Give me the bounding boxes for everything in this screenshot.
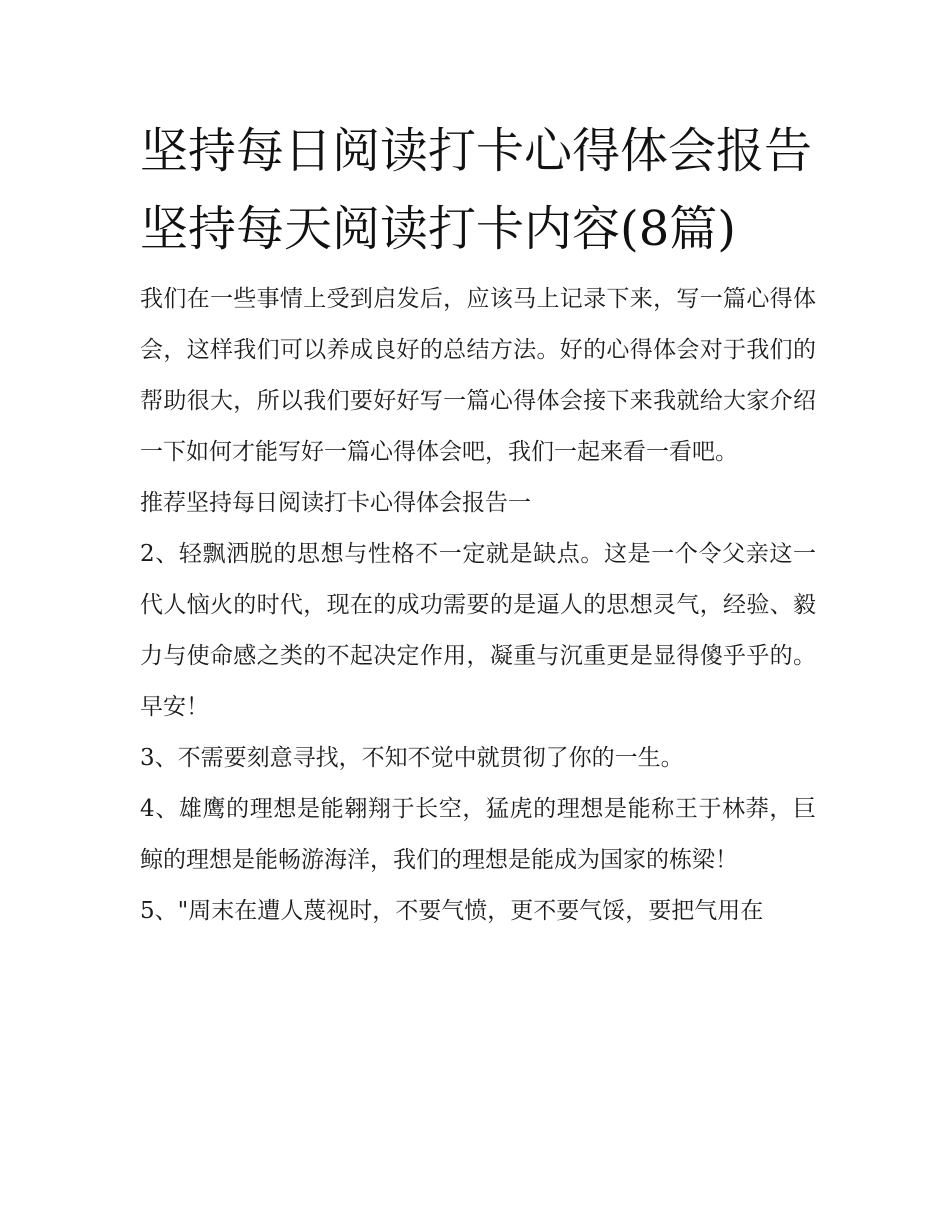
paragraph-section-heading: 推荐坚持每日阅读打卡心得体会报告一 bbox=[140, 490, 531, 516]
paragraph-item-3: 3、不需要刻意寻找，不知不觉中就贯彻了你的一生。 bbox=[140, 745, 684, 771]
document-page bbox=[140, 112, 816, 937]
paragraph-item-5: 5、"周末在遭人蔑视时，不要气愤，更不要气馁，要把气用在 bbox=[140, 898, 764, 924]
document-title: 坚持每日阅读打卡心得体会报告 坚持每天阅读打卡内容(8篇) bbox=[140, 123, 813, 257]
paragraph-item-4: 4、雄鹰的理想是能翱翔于长空，猛虎的理想是能称王于林莽，巨鲸的理想是能畅游海洋，我们的理想是能成为国家的栋梁！ bbox=[140, 796, 816, 873]
paragraph-intro: 我们在一些事情上受到启发后，应该马上记录下来，写一篇心得体会，这样我们可以养成良好的总结方法。好的心得体会对于我们的帮助很大，所以我们要好好写一篇心得体会接下来我就给大家介绍一下如何才能写好一篇心得体会吧，我们一起来看一看吧。 bbox=[140, 286, 816, 465]
paragraph-item-2: 2、轻飘洒脱的思想与性格不一定就是缺点。这是一个令父亲这一代人恼火的时代，现在的成功需要的是逼人的思想灵气，经验、毅力与使命感之类的不起决定作用，凝重与沉重更是显得傻乎乎的。早安！ bbox=[140, 541, 816, 720]
